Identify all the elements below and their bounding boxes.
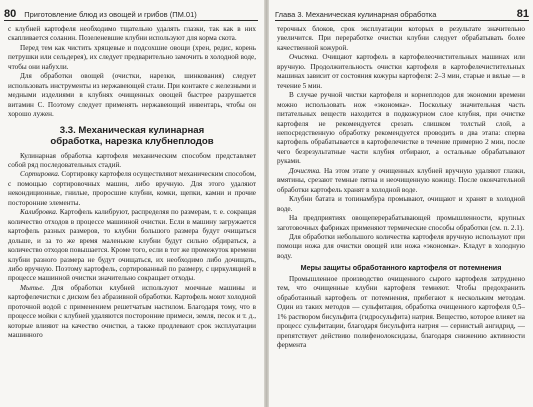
left-page-number: 80: [4, 8, 17, 20]
left-para-7-text: Для обработки клубней используют моечные машины и картофелечистки с диском без абразивной обработки. Картофель моют холодной проточной водой с применением решетчатым настилом. Благодаря тому, что в процессе мойки с клубней удаляются посторонние примеси, земля, песок и т. д., которые влияют на качество очистки, а также продлевают срок эксплуатации машинного: [8, 283, 256, 340]
left-para-1: с клубней картофеля необходимо тщательно удалять глазки, так как в них скапливается соланин. Позеленевшие клубни используют для корма скота.: [8, 25, 256, 43]
right-para-2: [277, 53, 525, 91]
section-heading-line-2: обработка, нарезка клубнеплодов: [50, 135, 214, 147]
left-para-5: [8, 170, 256, 208]
left-para-4: Кулинарная обработка картофеля механическим способом представляет собой ряд последовательных стадий.: [8, 151, 256, 169]
right-para-2-text: Очищают картофель в картофелеочистительных машинах или вручную. Продолжительность очистки картофеля в картофелечистительных машинах зависит от состояния кожуры картофеля: 2–3 мин, старые и вялые — в течение 5 мин.: [277, 53, 525, 90]
term-peeling: Очистка.: [289, 53, 319, 62]
term-washing: Мытье.: [20, 283, 45, 292]
right-running-head: Глава 3. Механическая кулинарная обработка: [275, 10, 437, 19]
right-para-1: терочных блоков, срок эксплуатации которых в результате значительно увеличится. При переработке очистки клубни следует обрабатывать более качественной кожурой.: [277, 25, 525, 52]
right-page-header: [275, 6, 529, 21]
left-page-header: [4, 6, 258, 21]
right-para-4: [277, 167, 525, 195]
right-para-4-text: На этом этапе у очищенных клубней вручную удаляют глазки, вмятины, срезают темные пятна и неочищенную кожицу. После окончательной обработки картофель хранят в холодной воде.: [277, 166, 525, 194]
right-page-number: 81: [516, 8, 529, 20]
right-para-6: На предприятиях овощеперерабатывающей промышленности, крупных заготовочных фабриках применяют термические способы обработки (см. п. 2.1).: [277, 214, 525, 232]
left-page: [0, 0, 264, 407]
left-para-2: Перед тем как чистить хрящевые и подсохшие овощи (хрен, редис, корень петрушки или сельдерея), их следует предварительно замочить в холодной воде, чтобы они набухли.: [8, 43, 256, 71]
left-page-body: [8, 25, 256, 341]
left-para-6: [8, 208, 256, 284]
left-para-6-text: Картофель калибруют, распределяя по размерам, т. е. сокращая количество отходов в процессе машинной очистки. Если в машину загружается картофель разных размеров, то клубни большого размера будут очищаться дольше, и за то же время маленькие клубни будут сильно обдираться, а количество отходов повышается. Кроме того, если в тот же промежуток времени клубни разного размера не будут очищаться, их необходимо либо дочищать, либо вручную. Поэтому картофель, сортированный по размеру, с циркуляцией в процессе машинной очистки значительно сокращает отходы.: [8, 208, 256, 283]
right-para-8: Промышленное производство очищенного сырого картофеля затруднено тем, что очищенные клубни картофеля темнеют. Чтобы предохранить обработанный картофель от потемнения, прибегают к нескольким методам. Один из таких методов — сульфитация, обработка очищенного картофеля 0,5–1% раствором бисульфита (гидросульфита) натрия. Вещество, которое влияет на процесс сульфитации, благодаря бисульфита натрия — сернистый ангидрид, — препятствует действию полифенолоксидазы, благодаря снижению активности фермента: [277, 274, 525, 349]
right-para-3: В случае ручной чистки картофеля и корнеплодов для экономии времени можно использовать нож «экономка». Поскольку значительная часть питательных веществ находится в подкожурном слое клубня, при очистке картофеля не рекомендуется срезать слишком толстый слой, а непосредственную обработку рекомендуется проводить в два этапа: сперва картофель обрабатывается в картофелечистке в течение примерно 2 мин, после чего безрезультатные части клубня отбирают, а остальные обрабатывают руками.: [277, 91, 525, 166]
left-running-head: Приготовление блюд из овощей и грибов (ПМ.01): [24, 10, 197, 19]
right-para-7: Для обработки небольшого количества картофеля вручную используют при помощи ножа для очистки овощей или ножа «экономка». Кладут в холодную воду.: [277, 232, 525, 260]
term-calibration: Калибровка.: [20, 208, 58, 217]
term-sorting: Сортировка.: [20, 170, 60, 179]
term-finishing: Дочистка.: [289, 166, 321, 175]
left-para-3: Для обработки овощей (очистки, нарезки, шинкования) следует использовать инструменты из нержавеющей стали. При контакте с железными и медными изделиями в клубнях очищенных овощей быстрее разрушается витамин С. Поэтому следует применять нержавеющий инвентарь, чтобы он хорошо лужен.: [8, 72, 256, 119]
section-heading: [8, 125, 256, 147]
left-para-5-text: Сортировку картофеля осуществляют механическим способом, с помощью сортировочных машин, либо вручную. Для этого удаляют некондиционные, гнилые, проросшие клубни, комки, щепки, камни и прочие посторонние элементы.: [8, 170, 256, 207]
left-para-7: [8, 284, 256, 341]
subsection-heading: Меры защиты обработанного картофеля от потемнения: [300, 263, 502, 273]
right-para-5: Клубни батата и топинамбура промывают, очищают и хранят в холодной воде.: [277, 195, 525, 213]
right-page: [269, 0, 533, 407]
right-page-body: [277, 25, 525, 350]
section-heading-line-1: 3.3. Механическая кулинарная: [59, 124, 205, 136]
